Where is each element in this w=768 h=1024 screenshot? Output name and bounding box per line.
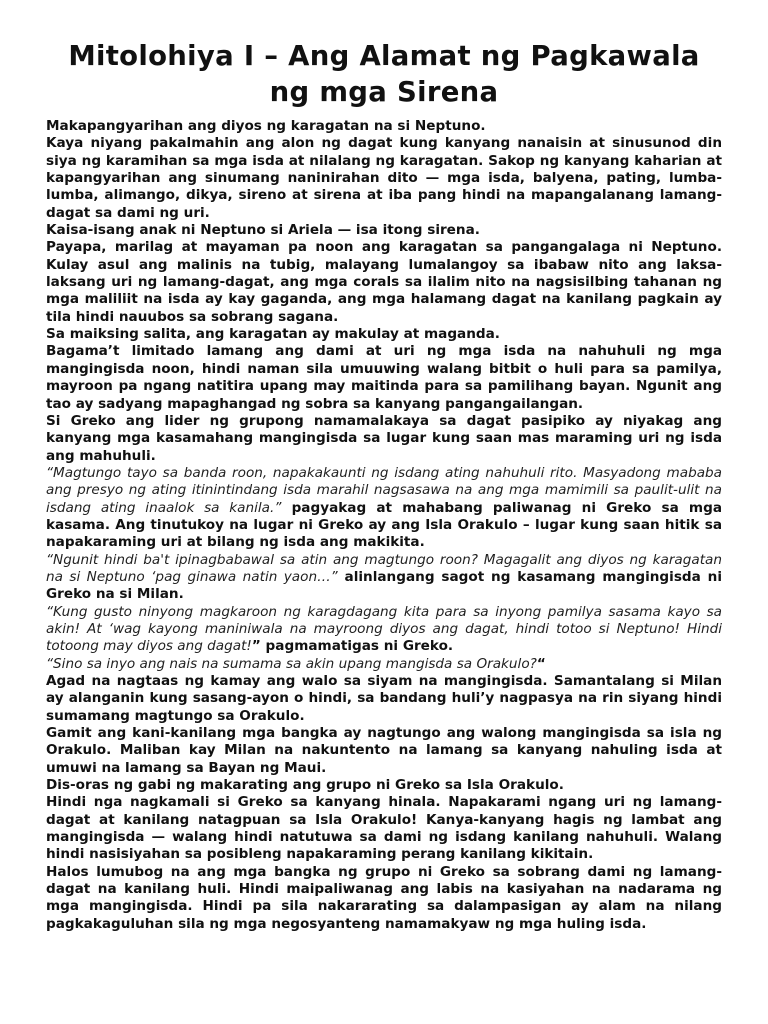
quoted-dialogue: “Sino sa inyo ang nais na sumama sa akin upang mangisda sa Orakulo? [46,655,537,672]
paragraph [46,413,722,465]
paragraph [46,326,722,343]
quoted-dialogue: “Kung gusto ninyong magkaroon ng karagdagang kita para sa inyong pamilya sasama kayo sa akin! At ‘wag kayong maniniwala na mayroong diyos ang dagat, hindi totoo si Neptuno! Hindi totoong may diyos ang dagat! [46,603,722,655]
paragraph [46,656,722,673]
paragraph-text: Sa maiksing salita, ang karagatan ay makulay at maganda. [46,326,500,343]
paragraph-text: Bagama’t limitado lamang ang dami at uri ng mga isda na nahuhuli ng mga mangingisda noon, hindi naman sila umuuwing walang bitbit o huli para sa pamilya, mayroon pa ngang natitira upang may maitinda para sa pamilihang bayan. Ngunit ang tao ay sadyang mapaghangad ng sobra sa kanyang pangangailangan. [46,343,722,412]
paragraph-text: Dis-oras ng gabi ng makarating ang grupo ni Greko sa Isla Orakulo. [46,777,564,794]
paragraph [46,343,722,412]
paragraph [46,552,722,604]
document-body [46,118,722,933]
paragraph [46,794,722,863]
document-title: Mitolohiya I – Ang Alamat ng Pagkawala ng mga Sirena [68,40,700,108]
paragraph [46,135,722,222]
paragraph-text: Halos lumubog na ang mga bangka ng grupo ni Greko sa sobrang dami ng lamang-dagat na kanilang huli. Hindi maipaliwanag ang labis na kasiyahan na nadarama ng mga mangingisda. Hindi pa sila nakararating sa dalampasigan ay alam na nilang pagkakaguluhan sila ng mga negosyanteng namamakyaw ng mga huling isda. [46,863,722,932]
paragraph-text: Gamit ang kani-kanilang mga bangka ay nagtungo ang walong mangingisda sa isla ng Orakulo. Maliban kay Milan na nakuntento na lamang sa kanyang nahuling isda at umuwi na lamang sa Bayan ng Maui. [46,725,722,776]
paragraph [46,673,722,725]
paragraph-text: Kaya niyang pakalmahin ang alon ng dagat kung kanyang nanaisin at sinusunod din siya ng karamihan sa mga isda at nilalang ng karagatan. Sakop ng kanyang kaharian at kapangyarihan ang sinumang naninirahan dito — mga isda, balyena, pating, lumba-lumba, alimango, dikya, sireno at sirena at iba pang hindi na mapangalanang lamang-dagat sa dami ng uri. [46,135,722,221]
paragraph-text: pagyakag at mahabang paliwanag ni Greko sa mga kasama. Ang tinutukoy na lugar ni Greko ay ang Isla Orakulo – lugar kung saan hitik sa napakaraming uri at bilang ng isda ang makikita. [46,499,722,551]
paragraph [46,239,722,326]
paragraph-text: Payapa, marilag at mayaman pa noon ang karagatan sa pangangalaga ni Neptuno. Kulay asul ang malinis na tubig, malayang lumalangoy sa ibabaw nito ang laksa-laksang uri ng lamang-dagat, ang mga corals sa ilalim nito na nagsisilbing tahanan ng mga maliliit na isda ay kay gaganda, ang mga halamang dagat na kanilang pagkain ay tila hindi nauubos sa sobrang sagana. [46,239,722,325]
quoted-dialogue: “Magtungo tayo sa banda roon, napakakaunti ng isdang ating nahuhuli rito. Masyadong mababa ang presyo ng ating itinintindang isda marahil nagsasawa na ang mga mamimili sa paulit-ulit na isdang ating inaalok sa kanila.” [46,464,722,516]
paragraph-text: alinlangang sagot ng kasamang mangingisda ni Greko na si Milan. [46,568,722,603]
paragraph-text: Makapangyarihan ang diyos ng karagatan na si Neptuno. [46,118,486,134]
paragraph [46,777,722,794]
paragraph-text: Kaisa-isang anak ni Neptuno si Ariela — isa itong sirena. [46,222,480,239]
quoted-dialogue: “Ngunit hindi ba't ipinagbabawal sa atin ang magtungo roon? Magagalit ang diyos ng karagatan na si Neptuno ‘pag ginawa natin yaon…” [46,551,722,585]
paragraph-text: “ [536,655,546,672]
paragraph-text: Si Greko ang lider ng grupong namamalakaya sa dagat pasipiko ay niyakag ang kanyang mga kasamahang mangingisda sa lugar kung saan mas maraming uri ng isda ang mahuhuli. [46,412,722,464]
paragraph-text: Agad na nagtaas ng kamay ang walo sa siyam na mangingisda. Samantalang si Milan ay alanganin kung sasang-ayon o hindi, sa bandang huli’y nagpasya na rin siyang hindi sumamang magtungo sa Orakulo. [46,673,722,724]
paragraph-text: ” pagmamatigas ni Greko. [251,638,454,655]
paragraph [46,604,722,656]
paragraph [46,725,722,777]
paragraph [46,118,722,135]
paragraph [46,465,722,552]
paragraph [46,864,722,933]
paragraph-text: Hindi nga nagkamali si Greko sa kanyang hinala. Napakarami ngang uri ng lamang-dagat at kanilang natagpuan sa Isla Orakulo! Kanya-kanyang hagis ng lambat ang mangingisda — walang hindi natutuwa sa dami ng isdang kanilang nahuhuli. Walang hindi nasisiyahan sa posibleng napakaraming perang kanilang kikitain. [46,794,722,863]
paragraph [46,222,722,239]
